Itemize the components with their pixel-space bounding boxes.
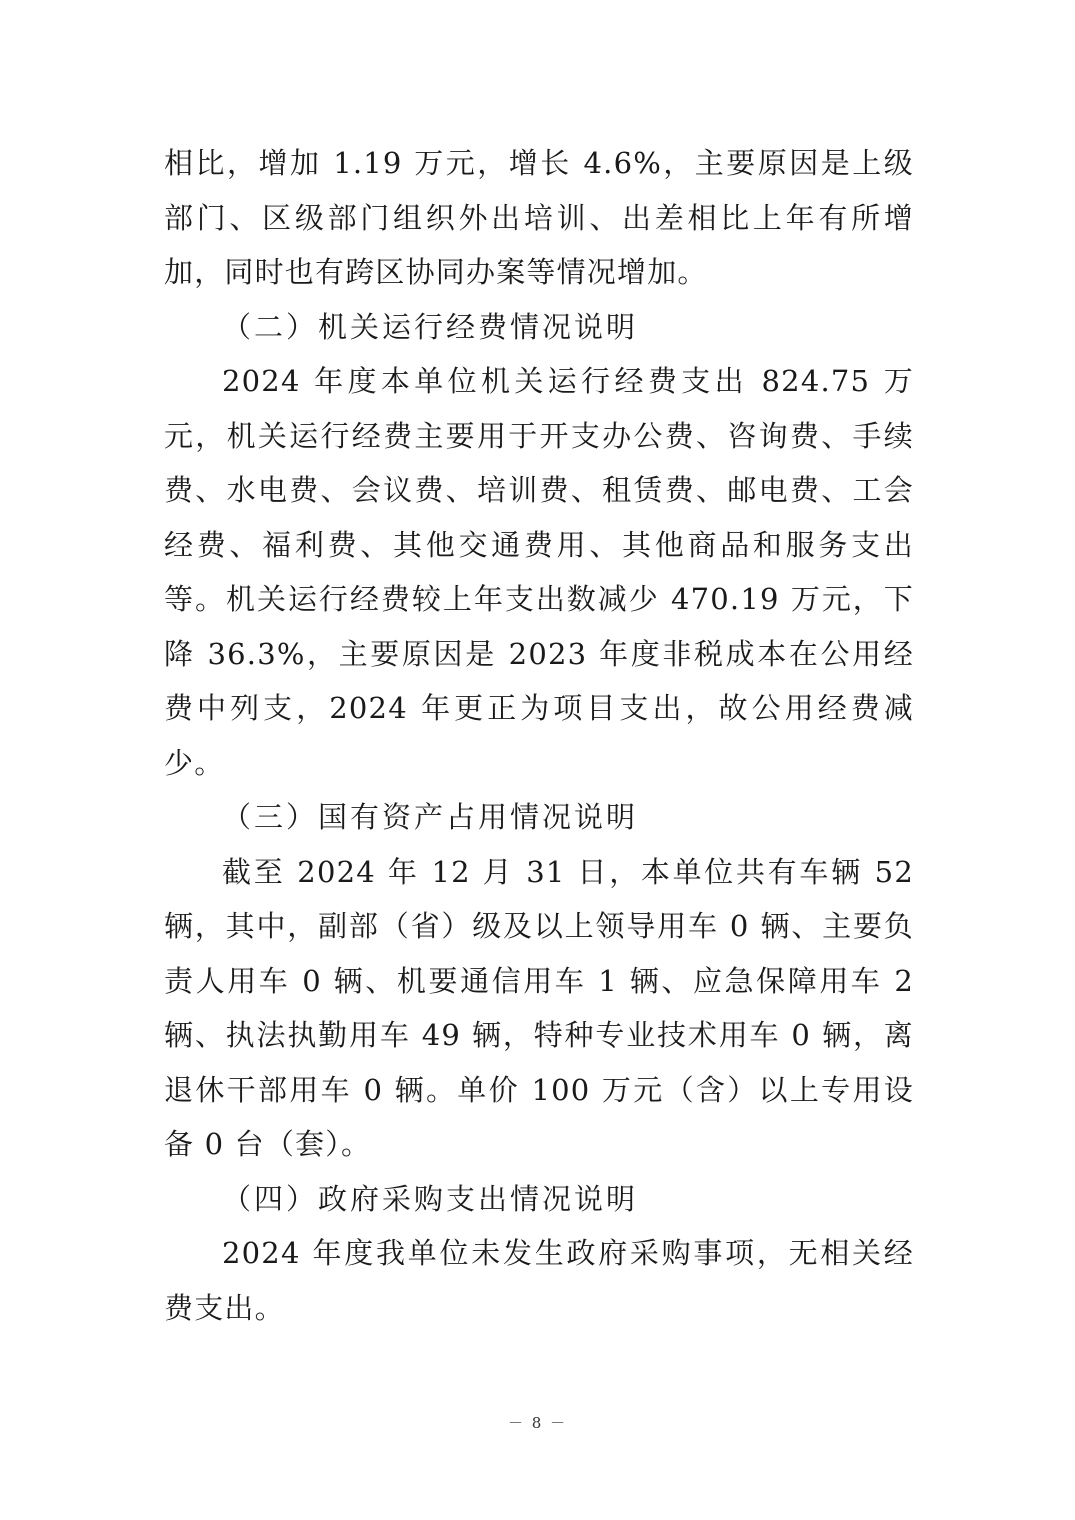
page-number: － 8 － [507,1414,568,1432]
paragraph-procurement: 2024 年度我单位未发生政府采购事项，无相关经费支出。 [164,1236,914,1325]
document-body [164,136,914,1335]
paragraph-operating-expenses: 2024 年度本单位机关运行经费支出 824.75 万元，机关运行经费主要用于开支办公费、咨询费、手续费、水电费、会议费、培训费、租赁费、邮电费、工会经费、福利费、其他交通费用、其他商品和服务支出等。机关运行经费较上年支出数减少 470.19 万元，下降 36.3%，主要原因是 2023 年度非税成本在公用经费中列支，2024 年更正为项目支出，故公用经费减少。 [164,364,914,780]
paragraph-travel-expense-continuation: 相比，增加 1.19 万元，增长 4.6%，主要原因是上级部门、区级部门组织外出培训、出差相比上年有所增加，同时也有跨区协同办案等情况增加。 [164,146,914,289]
section-heading-state-assets: （三）国有资产占用情况说明 [222,800,639,834]
paragraph-state-assets: 截至 2024 年 12 月 31 日，本单位共有车辆 52 辆，其中，副部（省）级及以上领导用车 0 辆、主要负责人用车 0 辆、机要通信用车 1 辆、应急保障用车 2 辆、执法执勤用车 49 辆，特种专业技术用车 0 辆，离退休干部用车 0 辆。单价 100 万元（含）以上专用设备 0 台（套）。 [164,854,914,1161]
section-heading-procurement: （四）政府采购支出情况说明 [222,1181,639,1216]
section-heading-operating-expenses: （二）机关运行经费情况说明 [222,309,639,344]
